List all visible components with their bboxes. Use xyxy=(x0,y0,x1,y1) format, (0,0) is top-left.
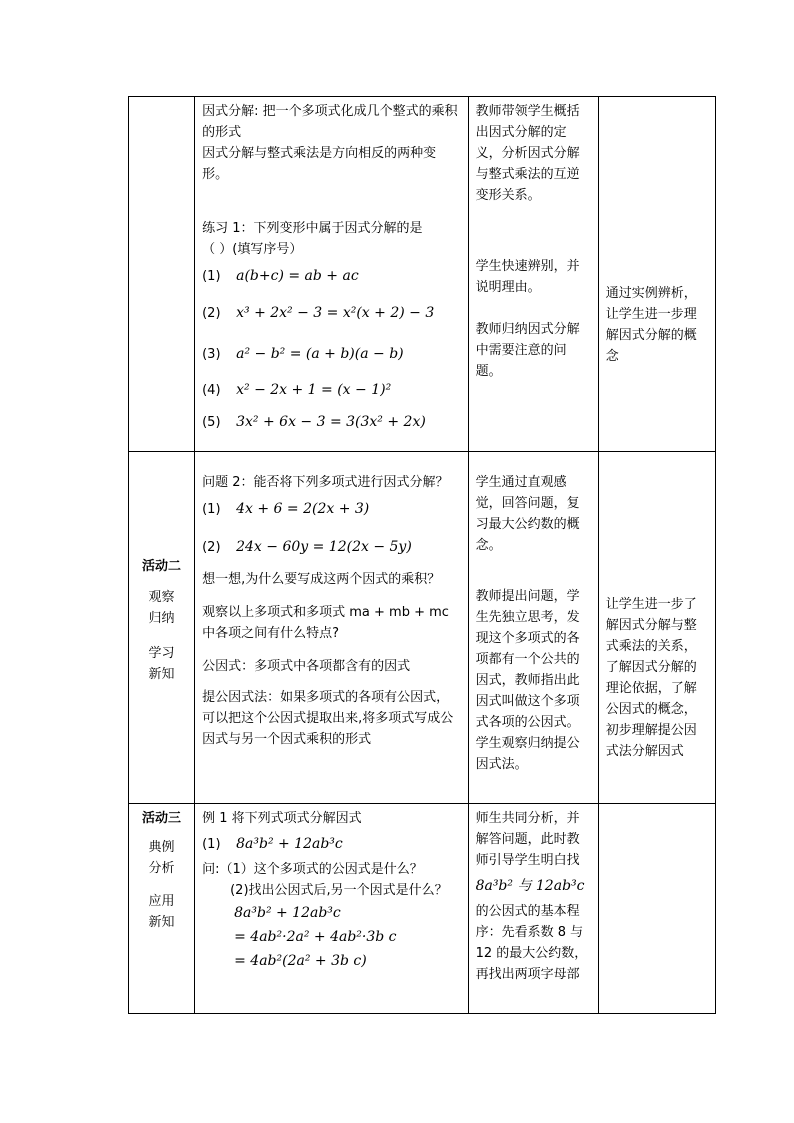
example-title: 例 1 将下列式项式分解因式 xyxy=(202,811,362,826)
activity-cell xyxy=(129,804,195,1014)
solution-step: = 4ab²(2a² + 3b c) xyxy=(234,953,367,969)
student-text: 学生通过直观感觉，回答问题，复习最大公约数的概念。 xyxy=(475,475,580,553)
table-row xyxy=(129,97,716,452)
teacher-text: 教师提出问题，学生先独立思考，发现这个多项式的各项都有一个公共的因式，教师指出此因式叫做这个多项式各项的公因式。 xyxy=(475,589,580,730)
exercise-hint: （ ）(填写序号） xyxy=(202,242,303,257)
activity-title: 活动三 xyxy=(142,811,182,826)
definition-note: 因式分解与整式乘法是方向相反的两种变形。 xyxy=(202,146,437,182)
observe-text: 观察以上多项式和多项式 ma + mb + mc 中各项之间有什么特点? xyxy=(202,605,449,641)
table-row xyxy=(129,804,716,1014)
teacher-expression: 8a³b² 与 12ab³c xyxy=(475,878,585,894)
activity-label: 观察 xyxy=(148,590,175,605)
activity-cell xyxy=(129,97,195,452)
lesson-plan-table xyxy=(128,96,716,1014)
student-text: 学生观察归纳提公因式法。 xyxy=(475,736,580,772)
activity-cell xyxy=(129,452,195,804)
activity-title: 活动二 xyxy=(142,559,182,574)
student-text: 学生快速辨别，并说明理由。 xyxy=(475,259,580,295)
gcf-definition: 公因式：多项式中各项都含有的因式 xyxy=(202,659,411,674)
method-text: 提公因式法：如果多项式的各项有公因式，可以把这个公因式提取出来,将多项式写成公因式与另一个因式乘积的形式 xyxy=(202,690,454,747)
intent-cell xyxy=(598,804,715,1014)
intent-cell xyxy=(598,97,715,452)
exercise-item: (3) a² − b² = (a + b)(a − b) xyxy=(202,345,404,362)
think-text: 想一想,为什么要写成这两个因式的乘积？ xyxy=(202,572,441,587)
content-cell xyxy=(195,804,468,1014)
intent-cell xyxy=(598,452,715,804)
exercise-item: (5) 3x² + 6x − 3 = 3(3x² + 2x) xyxy=(202,413,426,430)
solution-step: = 4ab²·2a² + 4ab²·3b c xyxy=(234,929,397,945)
teacher-student-cell xyxy=(468,97,598,452)
teacher-text: 的公因式的基本程序：先看系数 8 与 12 的最大公约数，再找出两项字母部 xyxy=(475,904,588,982)
teacher-student-cell xyxy=(468,804,598,1014)
question-text: 问题 2：能否将下列多项式进行因式分解？ xyxy=(202,475,449,490)
question-text: (2)找出公因式后,另一个因式是什么？ xyxy=(230,883,448,898)
example-item: (1) 4x + 6 = 2(2x + 3) xyxy=(202,500,370,517)
content-cell xyxy=(195,97,468,452)
teacher-text: 教师带领学生概括出因式分解的定义，分析因式分解与整式乘法的互逆变形关系。 xyxy=(475,104,580,203)
exercise-item: (4) x² − 2x + 1 = (x − 1)² xyxy=(202,381,392,398)
exercise-title: 练习 1：下列变形中属于因式分解的是 xyxy=(202,221,423,236)
content-cell xyxy=(195,452,468,804)
table-row xyxy=(129,452,716,804)
intent-text: 通过实例辨析，让学生进一步理解因式分解的概念 xyxy=(605,286,697,364)
activity-label: 学习 xyxy=(148,646,175,661)
exercise-item: (1) a(b+c) = ab + ac xyxy=(202,267,359,284)
activity-label: 典例 xyxy=(148,840,175,855)
teacher-text: 教师归纳因式分解中需要注意的问题。 xyxy=(475,322,580,379)
teacher-student-cell xyxy=(468,452,598,804)
activity-label: 归纳 xyxy=(148,611,175,626)
example-item: (1) 8a³b² + 12ab³c xyxy=(202,835,343,852)
activity-label: 新知 xyxy=(148,915,175,930)
activity-label: 分析 xyxy=(148,861,175,876)
activity-label: 新知 xyxy=(148,667,175,682)
definition-text: 因式分解: 把一个多项式化成几个整式的乘积的形式 xyxy=(202,104,458,140)
solution-step: 8a³b² + 12ab³c xyxy=(234,905,341,921)
exercise-item: (2) x³ + 2x² − 3 = x²(x + 2) − 3 xyxy=(202,304,435,321)
intent-text: 让学生进一步了解因式分解与整式乘法的关系，了解因式分解的理论依据，了解公因式的概念，初步理解提公因式法分解因式 xyxy=(605,597,697,759)
activity-label: 应用 xyxy=(148,894,175,909)
question-text: 问:（1）这个多项式的公因式是什么？ xyxy=(202,862,423,877)
example-item: (2) 24x − 60y = 12(2x − 5y) xyxy=(202,538,412,555)
teacher-text: 师生共同分析，并解答问题，此时教师引导学生明白找 xyxy=(475,811,580,868)
